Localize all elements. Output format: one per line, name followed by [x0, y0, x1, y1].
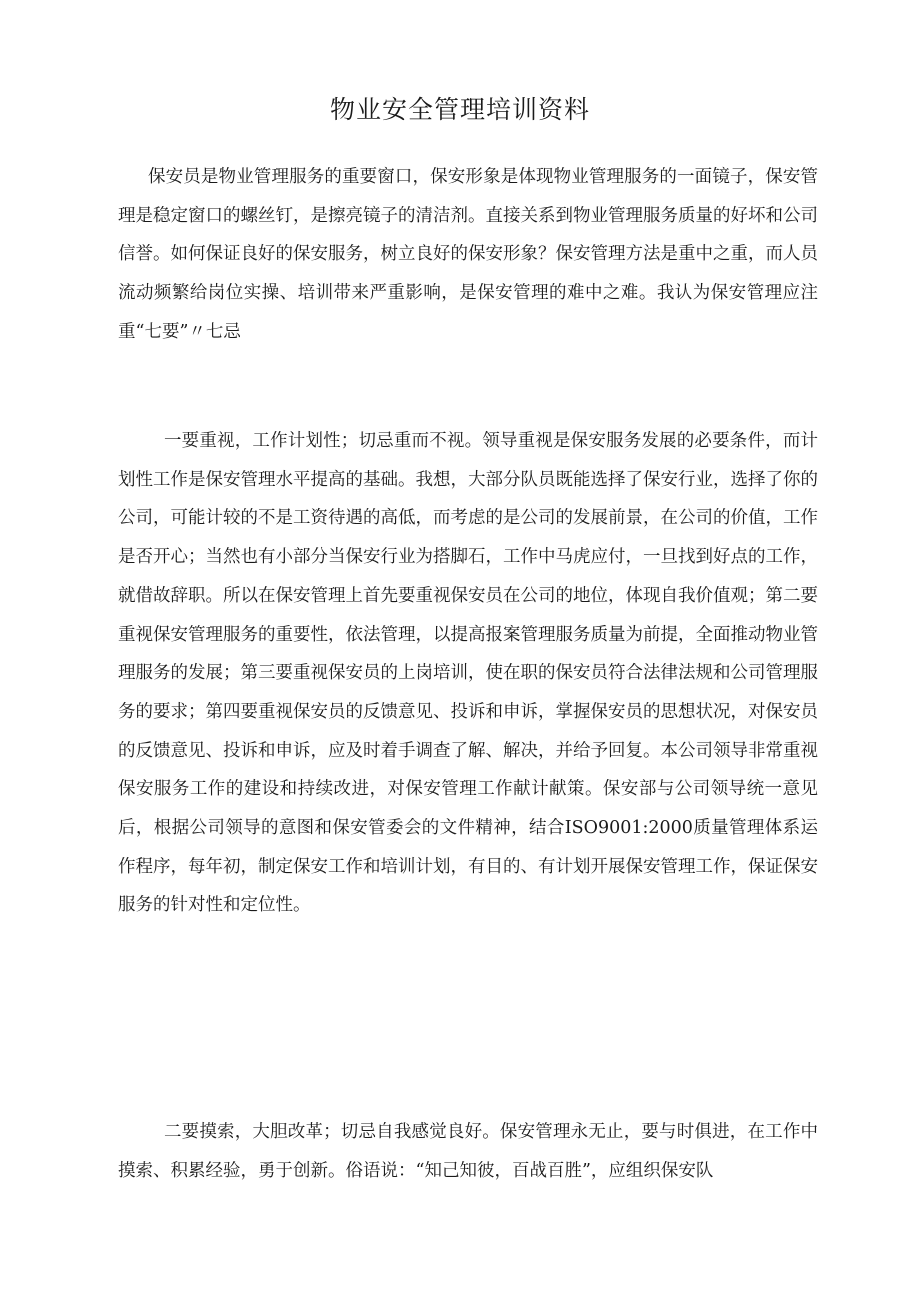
- paragraph-intro: 保安员是物业管理服务的重要窗口，保安形象是体现物业管理服务的一面镜子，保安管理是稳定窗口的螺丝钉，是擦亮镜子的清洁剂。直接关系到物业管理服务质量的好坏和公司信誉。如何保证良好的保安服务，树立良好的保安形象？保安管理方法是重中之重，而人员流动频繁给岗位实操、培训带来严重影响，是保安管理的难中之难。我认为保安管理应注重“七要”〃七忌: [118, 167, 818, 342]
- document-title: 物业安全管理培训资料: [329, 95, 590, 124]
- paragraph-first-rule: 一要重视，工作计划性；切忌重而不视。领导重视是保安服务发展的必要条件，而计划性工作是保安管理水平提高的基础。我想，大部分队员既能选择了保安行业，选择了你的公司，可能计较的不是工资待遇的高低，而考虑的是公司的发展前景，在公司的价值，工作是否开心；当然也有小部分当保安行业为搭脚石，工作中马虎应付，一旦找到好点的工作，就借故辞职。所以在保安管理上首先要重视保安员在公司的地位，体现自我价值观；第二要重视保安管理服务的重要性，依法管理，以提高报案管理服务质量为前提，全面推动物业管理服务的发展；第三要重视保安员的上岗培训，使在职的保安员符合法律法规和公司管理服务的要求；第四要重视保安员的反馈意见、投诉和申诉，掌握保安员的思想状况，对保安员的反馈意见、投诉和申诉，应及时着手调查了解、解决，并给予回复。本公司领导非常重视保安服务工作的建设和持续改进，对保安管理工作献计献策。保安部与公司领导统一意见后，根据公司领导的意图和保安管委会的文件精神，结合ISO9001:2000质量管理体系运作程序，每年初，制定保安工作和培训计划，有目的、有计划开展保安管理工作，保证保安服务的针对性和定位性。: [118, 431, 818, 916]
- paragraph-second-rule: 二要摸索，大胆改革；切忌自我感觉良好。保安管理永无止，要与时俱进，在工作中摸索、积累经验，勇于创新。俗语说：“知己知彼，百战百胜”，应组织保安队: [118, 1122, 818, 1181]
